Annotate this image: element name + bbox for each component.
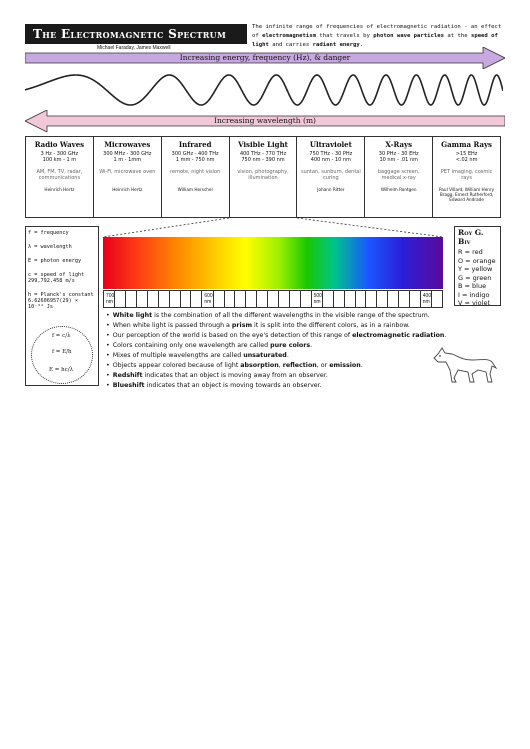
legend-item: E = photon energy — [28, 258, 82, 264]
fact-fragment: Colors containing only one wavelength are called — [112, 342, 271, 349]
category-x-rays — [365, 137, 433, 217]
category-wavelength: 750 nm - 390 nm — [241, 157, 285, 163]
fact-fragment: indicates that an object is moving away from an observer. — [142, 372, 328, 379]
category-name: Visible Light — [238, 140, 288, 149]
category-discoverer: Heinrich Hertz — [44, 187, 75, 192]
legend-item: λ = wavelength — [28, 244, 72, 250]
definition-fragment: . — [359, 42, 364, 48]
category-name: Infrared — [178, 140, 212, 149]
wavelength-arrow-label: Increasing wavelength (m) — [214, 116, 316, 125]
scale-tick — [159, 291, 170, 307]
fact-fragment: Blueshift — [112, 382, 145, 389]
fact-fragment: Mixes of multiple wavelengths are called — [112, 352, 244, 359]
scale-tick — [388, 291, 399, 307]
category-name: Radio Waves — [34, 140, 85, 149]
scale-tick — [399, 291, 410, 307]
category-wavelength: <.02 nm — [455, 157, 478, 163]
wave-graphic — [25, 70, 503, 110]
dog-sketch-icon — [428, 344, 500, 386]
category-visible-light — [230, 137, 298, 217]
scale-tick — [301, 291, 312, 307]
scale-tick — [115, 291, 126, 307]
category-wavelength: 400 nm - 10 nm — [310, 157, 351, 163]
scale-tick — [246, 291, 257, 307]
fact-fragment: indicates that an object is moving towards an observer. — [144, 382, 322, 389]
scale-tick: 700 nm — [106, 293, 115, 305]
fact-fragment: Our perception of the world is based on the eye's detection of this range of — [112, 332, 353, 339]
scale-tick — [126, 291, 137, 307]
scale-tick: 500 nm — [313, 293, 322, 305]
fact-item — [106, 311, 496, 321]
fact-item — [106, 321, 496, 331]
scale-tick — [257, 291, 268, 307]
category-radio-waves — [25, 137, 94, 217]
category-discoverer: Johann Ritter — [317, 187, 345, 192]
roy-title: Roy G. Biv — [458, 228, 484, 246]
fact-fragment: is the combination of all the different wavelengths in the visible range of the spectrum. — [152, 312, 430, 319]
scale-tick: 600 nm — [204, 293, 213, 305]
category-wavelength: 1 mm - 750 nm — [175, 157, 215, 163]
category-uses: PET imaging, cosmic rays — [440, 169, 493, 181]
category-discoverer: William Herschel — [177, 187, 213, 192]
category-discoverer: Wilhelm Rontgen — [380, 187, 417, 192]
energy-arrow-label: Increasing energy, frequency (Hz), & danger — [179, 53, 351, 62]
definition-fragment: electromagnetism — [262, 33, 316, 39]
fact-fragment: prism — [231, 322, 253, 329]
definition-fragment: speed of light — [252, 33, 498, 48]
scale-tick — [170, 291, 181, 307]
scale-tick — [377, 291, 388, 307]
legend-item: h = Planck's constant 6.62606957(29) × 10⁻³⁴ Js — [28, 292, 94, 310]
scale-tick — [356, 291, 367, 307]
scale-tick — [191, 291, 202, 307]
scale-tick — [268, 291, 279, 307]
formula: f = E/h — [52, 349, 72, 355]
category-wavelength: 100 km - 1 m — [42, 157, 77, 163]
wavelength-scale — [103, 290, 443, 308]
category-frequency: 300 GHz - 400 THz — [171, 151, 219, 157]
fact-fragment: . — [360, 362, 363, 369]
scale-tick — [214, 291, 225, 307]
category-name: Microwaves — [104, 140, 151, 149]
roy-item: G = green — [458, 273, 492, 282]
category-frequency: 300 MHz - 300 GHz — [103, 151, 152, 157]
category-uses: baggage screen, medical x-ray — [377, 169, 420, 181]
category-ultraviolet — [297, 137, 365, 217]
fact-fragment: . — [286, 352, 289, 359]
category-discoverer: Heinrich Hertz — [112, 187, 143, 192]
definition-fragment: photon wave particles — [373, 33, 444, 39]
category-uses: vision, photography, illumination — [237, 169, 289, 181]
definition-fragment: at the — [444, 33, 471, 39]
category-name: Gamma Rays — [441, 140, 492, 149]
authors: Michael Faraday, James Maxwell — [97, 45, 171, 51]
roy-item: V = violet — [458, 299, 491, 307]
definition-fragment: radiant energy — [312, 42, 360, 48]
scale-tick — [366, 291, 377, 307]
legend-item: f = frequency — [28, 230, 69, 236]
definition-fragment: The infinite range of frequencies of electromagnetic radiation - an effect of — [252, 24, 502, 39]
fact-item — [106, 331, 496, 341]
scale-tick — [137, 291, 148, 307]
scale-tick — [279, 291, 290, 307]
category-wavelength: 10 nm - .01 nm — [379, 157, 418, 163]
roy-item: I = indigo — [458, 290, 490, 299]
category-name: Ultraviolet — [309, 140, 352, 149]
fact-fragment: White light — [112, 312, 153, 319]
definition-fragment: that travels by — [316, 33, 374, 39]
scale-tick — [225, 291, 236, 307]
fact-fragment: emission — [329, 362, 361, 369]
scale-tick: 400 nm — [422, 293, 432, 305]
category-discoverer: Paul Villard, William Henry Bragg, Ernest Rutherford, Edward Andrade — [439, 187, 495, 202]
formula: f = c/λ — [52, 333, 71, 339]
category-frequency: 3 Hz - 300 GHz — [40, 151, 79, 157]
formula-circle — [31, 326, 93, 384]
wavelength-arrow — [25, 110, 505, 132]
fact-fragment: absorption — [240, 362, 279, 369]
category-uses: AM, FM, TV, radar, communications — [36, 169, 83, 181]
spectrum-categories-table — [25, 136, 501, 218]
visible-spectrum-bar — [103, 237, 443, 289]
scale-tick — [432, 291, 442, 307]
wave-line — [25, 75, 503, 105]
roy-item: B = blue — [458, 282, 487, 290]
category-uses: remote, night vision — [170, 169, 221, 175]
definition-text — [252, 23, 502, 50]
roy-item: R = red — [458, 248, 483, 256]
fact-fragment: unsaturated — [243, 352, 287, 359]
scale-tick — [181, 291, 192, 307]
category-name: X-Rays — [385, 140, 413, 149]
category-gamma-rays — [433, 137, 501, 217]
fact-fragment: . — [310, 342, 313, 349]
category-frequency: 750 THz - 30 PHz — [309, 151, 353, 157]
category-uses: Wi-Fi, microwave oven — [99, 169, 156, 175]
scale-tick — [410, 291, 421, 307]
scale-tick — [334, 291, 345, 307]
category-frequency: 30 PHz - 30 EHz — [378, 151, 419, 157]
category-infrared — [162, 137, 230, 217]
fact-fragment: . — [444, 332, 447, 339]
category-frequency: 400 THz - 770 THz — [239, 151, 287, 157]
page-title: The Electromagnetic Spectrum — [25, 24, 247, 44]
roy-item: Y = yellow — [458, 265, 493, 273]
roy-g-biv-box — [454, 226, 501, 306]
fact-fragment: reflection — [282, 362, 317, 369]
scale-tick — [345, 291, 356, 307]
fact-fragment: , or — [316, 362, 330, 369]
symbol-legend — [25, 226, 99, 386]
scale-tick — [235, 291, 246, 307]
fact-fragment: pure colors — [270, 342, 311, 349]
fact-fragment: Objects appear colored because of light — [112, 362, 241, 369]
fact-fragment: it is split into the different colors, as in a rainbow. — [252, 322, 410, 329]
energy-arrow — [25, 47, 505, 69]
legend-item: c = speed of light 299,792,458 m/s — [28, 272, 85, 284]
category-frequency: >15 EHz — [455, 151, 478, 157]
scale-tick — [148, 291, 159, 307]
fact-fragment: Redshift — [112, 372, 143, 379]
scale-tick — [323, 291, 334, 307]
fact-fragment: When white light is passed through a — [112, 322, 232, 329]
formula: E = hc/λ — [49, 367, 74, 373]
scale-tick — [290, 291, 301, 307]
category-wavelength: 1 m - 1mm — [113, 157, 142, 163]
fact-fragment: , — [278, 362, 283, 369]
definition-fragment: and carries — [268, 42, 313, 48]
roy-item: O = orange — [458, 256, 496, 265]
fact-fragment: electromagnetic radiation — [352, 332, 445, 339]
category-uses: suntan, sunburn, dental curing — [300, 169, 361, 181]
category-microwaves — [94, 137, 162, 217]
